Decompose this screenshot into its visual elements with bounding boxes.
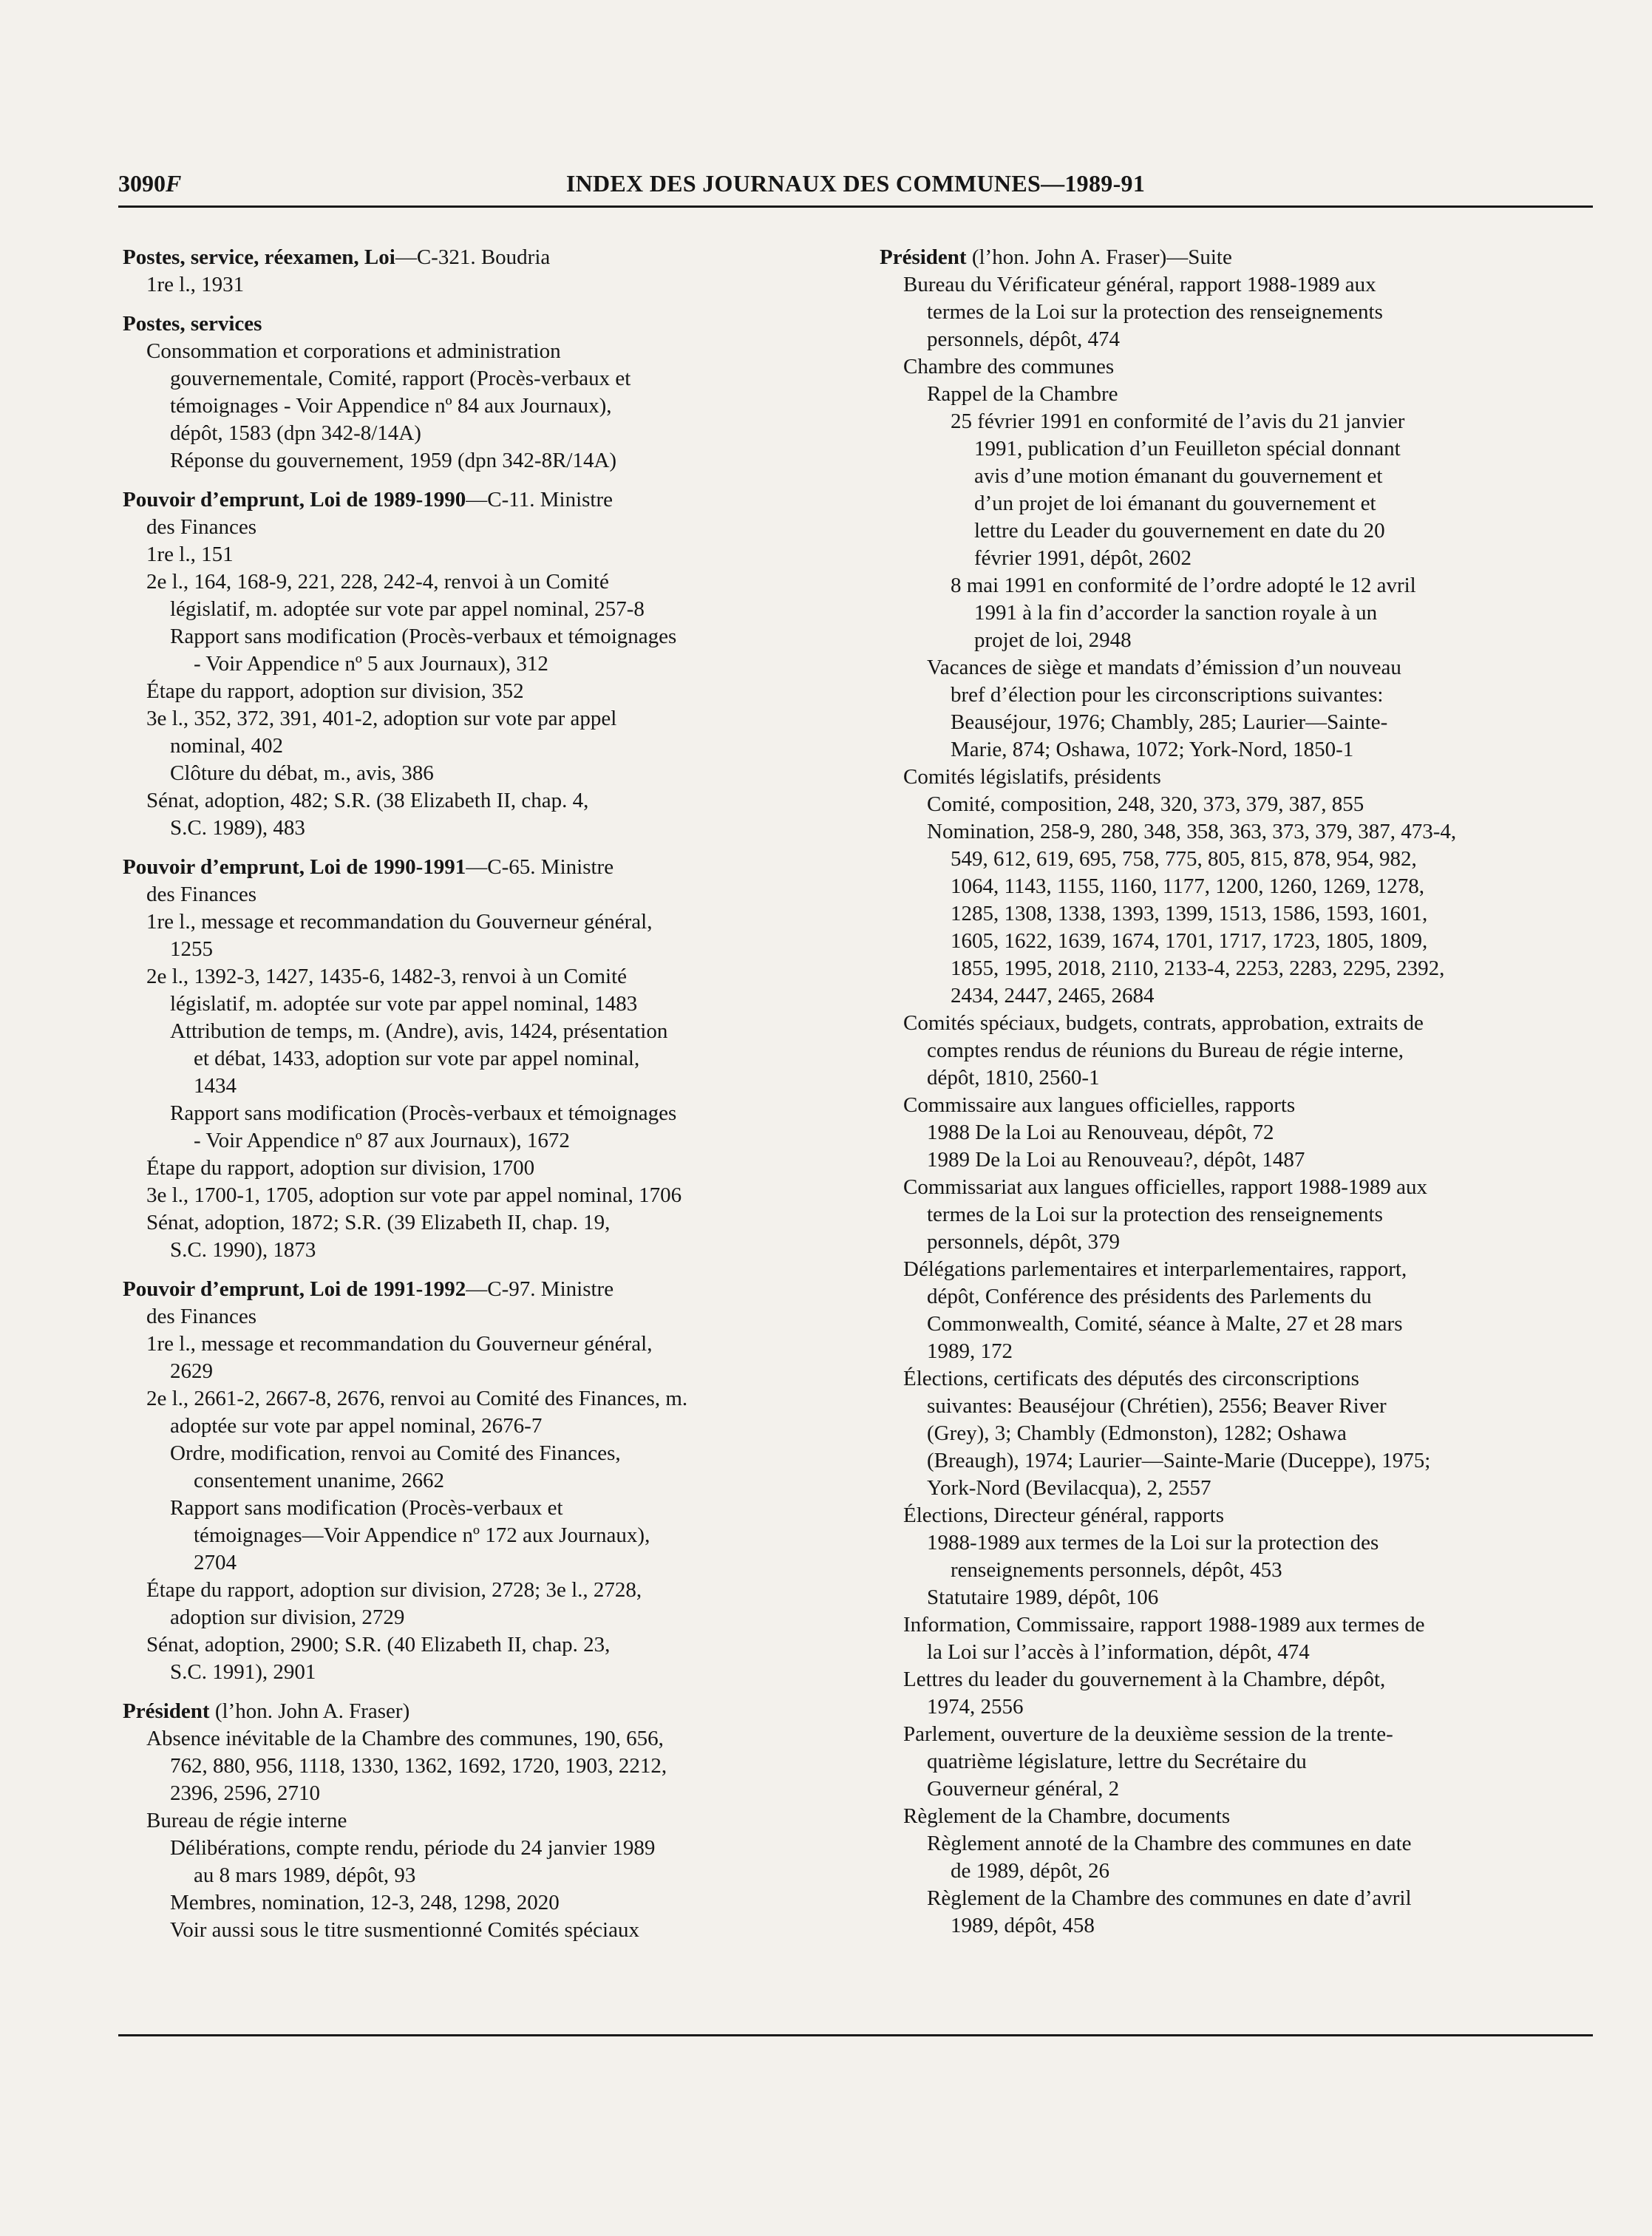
- entry-subline: Parlement, ouverture de la deuxième session de la trente-: [903, 1722, 1393, 1746]
- entry-subline: lettre du Leader du gouvernement en date du 20: [974, 519, 1385, 543]
- entry-subline: 1988-1989 aux termes de la Loi sur la protection des: [927, 1531, 1379, 1554]
- entry-heading-line: [123, 310, 832, 338]
- entry-subline: Rapport sans modification (Procès-verbaux et témoignages: [170, 1101, 677, 1125]
- entry-subline: Commonwealth, Comité, séance à Malte, 27 et 28 mars: [927, 1312, 1403, 1336]
- index-entry: [123, 854, 832, 1264]
- page-number-suffix: F: [166, 170, 182, 197]
- index-entry: [123, 1276, 832, 1686]
- entry-subline: Consommation et corporations et administration: [146, 339, 561, 363]
- entry-subline: Délégations parlementaires et interparlementaires, rapport,: [903, 1257, 1407, 1281]
- entry-subline: témoignages - Voir Appendice nº 84 aux Journaux),: [170, 394, 612, 418]
- entry-subline: S.C. 1989), 483: [170, 816, 305, 840]
- entry-subline: 1re l., message et recommandation du Gouverneur général,: [146, 910, 653, 934]
- entry-subline: 762, 880, 956, 1118, 1330, 1362, 1692, 1720, 1903, 2212,: [170, 1754, 667, 1778]
- entry-subline: 549, 612, 619, 695, 758, 775, 805, 815, 878, 954, 982,: [951, 847, 1417, 871]
- entry-subline: dépôt, Conférence des présidents des Parlements du: [927, 1285, 1372, 1308]
- entry-subline: Gouverneur général, 2: [927, 1777, 1120, 1801]
- entry-subline: et débat, 1433, adoption sur vote par appel nominal,: [194, 1047, 640, 1070]
- entry-subline: 1605, 1622, 1639, 1674, 1701, 1717, 1723, 1805, 1809,: [951, 929, 1428, 953]
- entry-subline: adoptée sur vote par appel nominal, 2676-7: [170, 1414, 543, 1438]
- entry-subline: nominal, 402: [170, 734, 284, 758]
- entry-subline: des Finances: [146, 1305, 256, 1328]
- entry-heading-detail: —C-97. Ministre: [466, 1277, 614, 1301]
- entry-subline: termes de la Loi sur la protection des renseignements: [927, 300, 1383, 324]
- entry-subline: 1re l., message et recommandation du Gouverneur général,: [146, 1332, 653, 1356]
- entry-heading-line: [123, 1276, 832, 1303]
- entry-subline: 2434, 2447, 2465, 2684: [951, 984, 1155, 1007]
- entry-subline: 25 février 1991 en conformité de l’avis du 21 janvier: [951, 410, 1405, 433]
- left-column: [123, 244, 832, 1956]
- entry-heading-line: [123, 1698, 832, 1725]
- entry-subline: Information, Commissaire, rapport 1988-1989 aux termes de: [903, 1613, 1425, 1637]
- entry-subline: (Grey), 3; Chambly (Edmonston), 1282; Oshawa: [927, 1421, 1347, 1445]
- entry-subline: dépôt, 1810, 2560-1: [927, 1066, 1100, 1090]
- entry-subline: Rapport sans modification (Procès-verbaux et: [170, 1496, 563, 1520]
- entry-subline: 3e l., 352, 372, 391, 401-2, adoption sur vote par appel: [146, 707, 617, 730]
- entry-subline: projet de loi, 2948: [974, 628, 1132, 652]
- entry-subline: Sénat, adoption, 1872; S.R. (39 Elizabeth II, chap. 19,: [146, 1211, 611, 1234]
- entry-subline: témoignages—Voir Appendice nº 172 aux Journaux),: [194, 1523, 650, 1547]
- entry-subline: 2704: [194, 1551, 237, 1574]
- entry-subline: Étape du rapport, adoption sur division, 352: [146, 679, 524, 703]
- entry-subline: 1064, 1143, 1155, 1160, 1177, 1200, 1260, 1269, 1278,: [951, 874, 1424, 898]
- entry-subline: 2e l., 1392-3, 1427, 1435-6, 1482-3, renvoi à un Comité: [146, 965, 627, 988]
- entry-subline: 2e l., 164, 168-9, 221, 228, 242-4, renvoi à un Comité: [146, 570, 609, 594]
- entry-subline: Délibérations, compte rendu, période du 24 janvier 1989: [170, 1836, 656, 1860]
- entry-subline: Voir aussi sous le titre susmentionné Comités spéciaux: [170, 1918, 639, 1942]
- entry-subline: avis d’une motion émanant du gouvernement et: [974, 464, 1383, 488]
- entry-subline: Élections, Directeur général, rapports: [903, 1503, 1225, 1527]
- entry-subline: gouvernementale, Comité, rapport (Procès-verbaux et: [170, 367, 631, 390]
- entry-subline: 2396, 2596, 2710: [170, 1781, 320, 1805]
- entry-subline: Règlement de la Chambre des communes en date d’avril: [927, 1886, 1412, 1910]
- entry-subline: (Breaugh), 1974; Laurier—Sainte-Marie (Duceppe), 1975;: [927, 1449, 1431, 1472]
- index-entry: [123, 486, 832, 842]
- entry-subline: personnels, dépôt, 379: [927, 1230, 1120, 1254]
- entry-subline: Nomination, 258-9, 280, 348, 358, 363, 373, 379, 387, 473-4,: [927, 820, 1457, 843]
- entry-subline: Rappel de la Chambre: [927, 382, 1118, 406]
- entry-subline: renseignements personnels, dépôt, 453: [951, 1558, 1282, 1582]
- entry-subline: - Voir Appendice nº 87 aux Journaux), 1672: [194, 1129, 570, 1152]
- entry-subline: Membres, nomination, 12-3, 248, 1298, 2020: [170, 1891, 560, 1914]
- entry-subline: 1989, 172: [927, 1339, 1013, 1363]
- entry-subline: Vacances de siège et mandats d’émission d’un nouveau: [927, 656, 1401, 679]
- entry-heading: Président: [123, 1699, 210, 1723]
- entry-subline: Étape du rapport, adoption sur division, 2728; 3e l., 2728,: [146, 1578, 642, 1602]
- entry-subline: Statutaire 1989, dépôt, 106: [927, 1586, 1159, 1609]
- page-title: INDEX DES JOURNAUX DES COMMUNES—1989-91: [565, 170, 1146, 197]
- entry-subline: la Loi sur l’accès à l’information, dépôt, 474: [927, 1640, 1310, 1664]
- page-header: [118, 170, 1593, 200]
- entry-subline: 3e l., 1700-1, 1705, adoption sur vote par appel nominal, 1706: [146, 1183, 682, 1207]
- entry-subline: bref d’élection pour les circonscriptions suivantes:: [951, 683, 1384, 707]
- entry-heading-detail: (l’hon. John A. Fraser): [209, 1699, 410, 1723]
- entry-subline: Clôture du débat, m., avis, 386: [170, 761, 434, 785]
- entry-heading: Président: [880, 245, 967, 269]
- entry-subline: 2629: [170, 1359, 213, 1383]
- entry-subline: Bureau de régie interne: [146, 1809, 347, 1832]
- entry-subline: Commissaire aux langues officielles, rapports: [903, 1093, 1296, 1117]
- entry-subline: Ordre, modification, renvoi au Comité des Finances,: [170, 1441, 621, 1465]
- entry-subline: Étape du rapport, adoption sur division, 1700: [146, 1156, 535, 1180]
- entry-heading-line: [123, 854, 832, 881]
- entry-subline: - Voir Appendice nº 5 aux Journaux), 312: [194, 652, 548, 676]
- entry-heading-line: [123, 244, 832, 271]
- entry-subline: Commissariat aux langues officielles, rapport 1988-1989 aux: [903, 1175, 1427, 1199]
- entry-heading-detail: —C-65. Ministre: [466, 855, 614, 879]
- entry-subline: S.C. 1991), 2901: [170, 1660, 316, 1684]
- entry-subline: Beauséjour, 1976; Chambly, 285; Laurier—Sainte-: [951, 710, 1388, 734]
- entry-subline: législatif, m. adoptée sur vote par appel nominal, 257-8: [170, 597, 645, 621]
- entry-subline: février 1991, dépôt, 2602: [974, 546, 1192, 570]
- entry-subline: 2e l., 2661-2, 2667-8, 2676, renvoi au Comité des Finances, m.: [146, 1387, 688, 1410]
- entry-subline: Attribution de temps, m. (Andre), avis, 1424, présentation: [170, 1019, 668, 1043]
- entry-heading: Pouvoir d’emprunt, Loi de 1989-1990: [123, 488, 466, 512]
- entry-subline: Sénat, adoption, 482; S.R. (38 Elizabeth II, chap. 4,: [146, 789, 589, 812]
- entry-subline: Lettres du leader du gouvernement à la Chambre, dépôt,: [903, 1668, 1386, 1691]
- entry-subline: Bureau du Vérificateur général, rapport 1988-1989 aux: [903, 273, 1376, 296]
- entry-subline: au 8 mars 1989, dépôt, 93: [194, 1863, 416, 1887]
- entry-subline: de 1989, dépôt, 26: [951, 1859, 1110, 1883]
- entry-subline: Rapport sans modification (Procès-verbaux et témoignages: [170, 625, 677, 648]
- entry-subline: Règlement de la Chambre, documents: [903, 1804, 1231, 1828]
- entry-heading: Pouvoir d’emprunt, Loi de 1990-1991: [123, 855, 466, 879]
- entry-subline: 1285, 1308, 1338, 1393, 1399, 1513, 1586, 1593, 1601,: [951, 902, 1428, 925]
- entry-subline: 1re l., 151: [146, 543, 234, 566]
- right-column: [880, 244, 1589, 1951]
- entry-subline: 1855, 1995, 2018, 2110, 2133-4, 2253, 2283, 2295, 2392,: [951, 956, 1445, 980]
- entry-heading-detail: (l’hon. John A. Fraser)—Suite: [966, 245, 1232, 269]
- entry-subline: S.C. 1990), 1873: [170, 1238, 316, 1262]
- entry-subline: 1974, 2556: [927, 1695, 1024, 1719]
- entry-subline: d’un projet de loi émanant du gouvernement et: [974, 492, 1376, 515]
- entry-subline: Sénat, adoption, 2900; S.R. (40 Elizabeth II, chap. 23,: [146, 1633, 611, 1656]
- entry-subline: 1991, publication d’un Feuilleton spécial donnant: [974, 437, 1401, 461]
- entry-subline: Comités spéciaux, budgets, contrats, approbation, extraits de: [903, 1011, 1424, 1035]
- index-entry: [123, 1698, 832, 1944]
- entry-subline: suivantes: Beauséjour (Chrétien), 2556; Beaver River: [927, 1394, 1387, 1418]
- entry-subline: 1988 De la Loi au Renouveau, dépôt, 72: [927, 1121, 1274, 1144]
- footer-rule: [118, 2034, 1593, 2036]
- page-number: 3090F: [118, 170, 182, 197]
- entry-heading-line: [880, 244, 1589, 271]
- entry-heading-detail: —C-11. Ministre: [466, 488, 613, 512]
- entry-subline: 1255: [170, 937, 213, 961]
- entry-subline: Règlement annoté de la Chambre des communes en date: [927, 1832, 1412, 1855]
- entry-subline: 1991 à la fin d’accorder la sanction royale à un: [974, 601, 1378, 625]
- entry-subline: dépôt, 1583 (dpn 342-8/14A): [170, 421, 421, 445]
- entry-subline: personnels, dépôt, 474: [927, 327, 1120, 351]
- entry-subline: des Finances: [146, 515, 256, 539]
- entry-subline: 8 mai 1991 en conformité de l’ordre adopté le 12 avril: [951, 574, 1416, 597]
- entry-subline: adoption sur division, 2729: [170, 1605, 405, 1629]
- entry-subline: Comités législatifs, présidents: [903, 765, 1161, 789]
- entry-subline: Marie, 874; Oshawa, 1072; York-Nord, 1850-1: [951, 738, 1354, 761]
- entry-subline: 1re l., 1931: [146, 273, 245, 296]
- entry-subline: législatif, m. adoptée sur vote par appel nominal, 1483: [170, 992, 638, 1016]
- entry-heading: Postes, service, réexamen, Loi: [123, 245, 395, 269]
- entry-subline: Absence inévitable de la Chambre des communes, 190, 656,: [146, 1727, 664, 1750]
- entry-subline: York-Nord (Bevilacqua), 2, 2557: [927, 1476, 1211, 1500]
- entry-subline: des Finances: [146, 883, 256, 906]
- entry-heading: Postes, services: [123, 312, 262, 336]
- entry-subline: Réponse du gouvernement, 1959 (dpn 342-8R/14A): [170, 449, 617, 472]
- index-entry: [880, 244, 1589, 1940]
- entry-subline: 1989, dépôt, 458: [951, 1914, 1095, 1937]
- entry-subline: quatrième législature, lettre du Secrétaire du: [927, 1750, 1307, 1773]
- index-entry: [123, 310, 832, 475]
- entry-subline: comptes rendus de réunions du Bureau de régie interne,: [927, 1039, 1404, 1062]
- entry-subline: Chambre des communes: [903, 355, 1115, 378]
- entry-subline: 1434: [194, 1074, 237, 1098]
- entry-subline: 1989 De la Loi au Renouveau?, dépôt, 1487: [927, 1148, 1305, 1172]
- entry-subline: Élections, certificats des députés des circonscriptions: [903, 1367, 1359, 1390]
- header-rule: [118, 205, 1593, 208]
- entry-subline: consentement unanime, 2662: [194, 1469, 445, 1492]
- index-entry: [123, 244, 832, 299]
- entry-heading-detail: —C-321. Boudria: [395, 245, 551, 269]
- entry-subline: Comité, composition, 248, 320, 373, 379, 387, 855: [927, 792, 1364, 816]
- entry-subline: termes de la Loi sur la protection des renseignements: [927, 1203, 1383, 1226]
- entry-heading: Pouvoir d’emprunt, Loi de 1991-1992: [123, 1277, 466, 1301]
- entry-heading-line: [123, 486, 832, 514]
